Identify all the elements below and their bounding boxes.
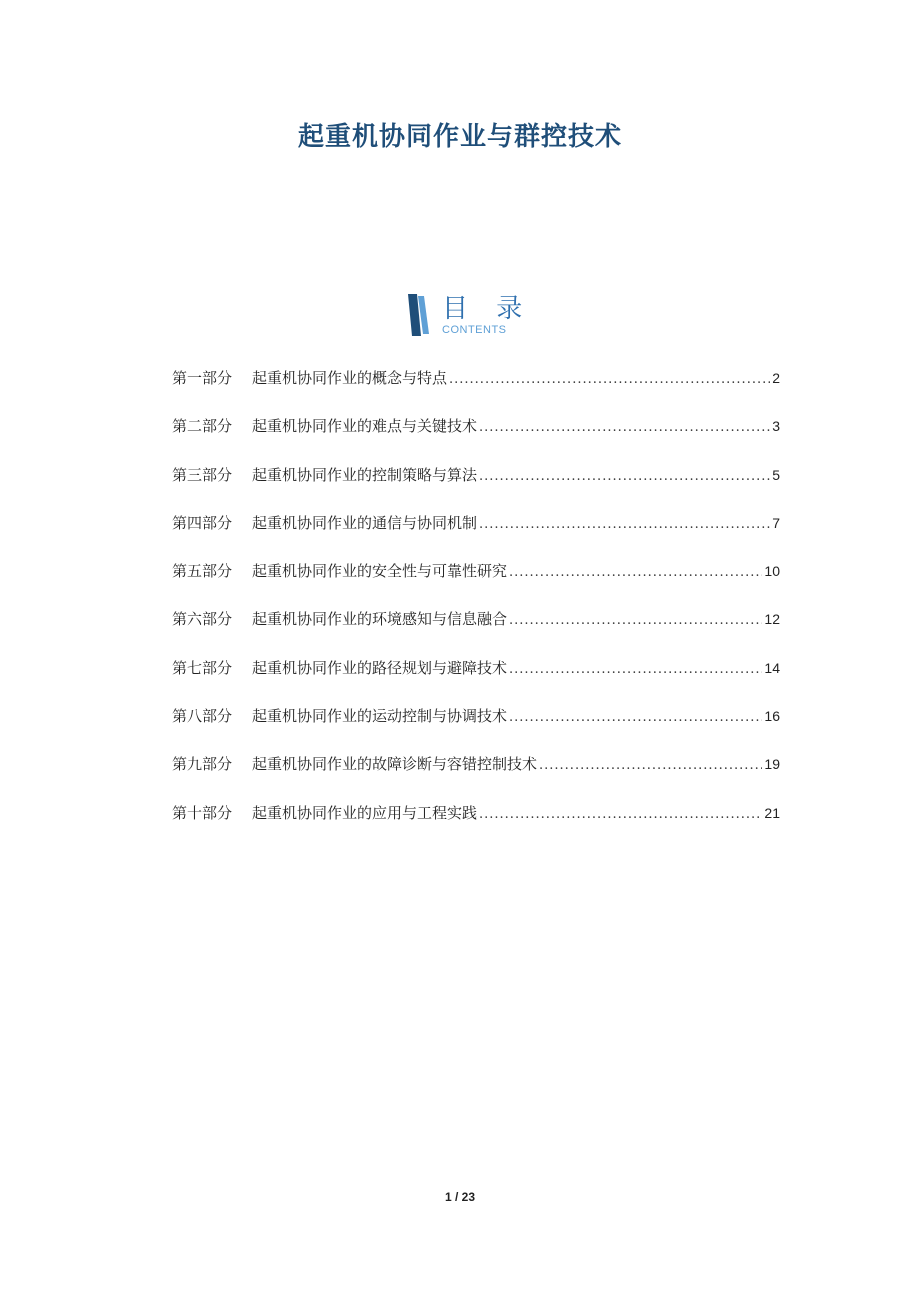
toc-heading: 目 录 — [442, 294, 533, 324]
toc-part-label: 第七部分 — [172, 658, 233, 677]
toc-entry[interactable] — [172, 463, 780, 511]
toc-leader-dots — [539, 754, 762, 778]
toc-leader-dots — [509, 561, 762, 585]
toc-page-number: 19 — [764, 756, 780, 773]
toc-page-number: 10 — [764, 563, 780, 580]
toc-part-label: 第十部分 — [172, 803, 233, 822]
toc-subheading: CONTENTS — [442, 324, 507, 336]
toc-entry-title: 起重机协同作业的应用与工程实践 — [252, 803, 478, 822]
toc-entry-title: 起重机协同作业的故障诊断与容错控制技术 — [252, 755, 538, 774]
toc-part-label: 第一部分 — [172, 369, 233, 387]
toc-entry[interactable] — [172, 414, 780, 462]
toc-leader-dots — [509, 609, 762, 633]
toc-entry[interactable] — [172, 511, 780, 559]
toc-part-label: 第六部分 — [172, 610, 233, 629]
toc-entry-title: 起重机协同作业的概念与特点 — [252, 369, 448, 387]
toc-leader-dots — [479, 416, 770, 440]
toc-part-label: 第五部分 — [172, 562, 233, 581]
toc-entry[interactable] — [172, 656, 780, 704]
toc-part-label: 第八部分 — [172, 707, 233, 726]
page-indicator: 1 / 23 — [444, 1190, 476, 1204]
toc-leader-dots — [479, 513, 770, 537]
toc-page-number: 14 — [764, 659, 780, 676]
toc-entry-title: 起重机协同作业的运动控制与协调技术 — [252, 707, 508, 726]
toc-entry-title: 起重机协同作业的路径规划与避障技术 — [252, 658, 508, 677]
toc-page-number: 2 — [772, 370, 780, 386]
toc-entry-title: 起重机协同作业的控制策略与算法 — [252, 465, 478, 484]
toc-page-number: 16 — [764, 708, 780, 725]
toc-entry[interactable] — [172, 752, 780, 800]
toc-part-label: 第二部分 — [172, 417, 233, 436]
toc-entry[interactable] — [172, 607, 780, 655]
toc-entry[interactable] — [172, 366, 780, 414]
toc-entry-title: 起重机协同作业的通信与协同机制 — [252, 513, 478, 532]
toc-leader-dots — [479, 803, 762, 827]
toc-leader-dots — [509, 706, 762, 730]
toc-page-number: 21 — [764, 804, 780, 821]
toc-page-number: 5 — [772, 466, 780, 483]
toc-leader-dots — [449, 368, 770, 392]
toc-entry-title: 起重机协同作业的难点与关键技术 — [252, 417, 478, 436]
toc-entry[interactable] — [172, 801, 780, 849]
toc-header — [408, 294, 533, 340]
toc-part-label: 第三部分 — [172, 465, 233, 484]
document-title: 起重机协同作业与群控技术 — [297, 122, 622, 152]
toc-entry[interactable] — [172, 704, 780, 752]
toc-entry-title: 起重机协同作业的环境感知与信息融合 — [252, 610, 508, 629]
toc-leader-dots — [479, 465, 770, 489]
toc-list — [172, 366, 780, 849]
toc-entry-title: 起重机协同作业的安全性与可靠性研究 — [252, 562, 508, 581]
toc-leader-dots — [509, 658, 762, 682]
toc-page-number: 12 — [764, 611, 780, 628]
toc-page-number: 3 — [772, 418, 780, 435]
toc-entry[interactable] — [172, 559, 780, 607]
toc-page-number: 7 — [772, 514, 780, 531]
toc-part-label: 第九部分 — [172, 755, 233, 774]
toc-part-label: 第四部分 — [172, 513, 233, 532]
book-spine-icon — [408, 294, 430, 336]
